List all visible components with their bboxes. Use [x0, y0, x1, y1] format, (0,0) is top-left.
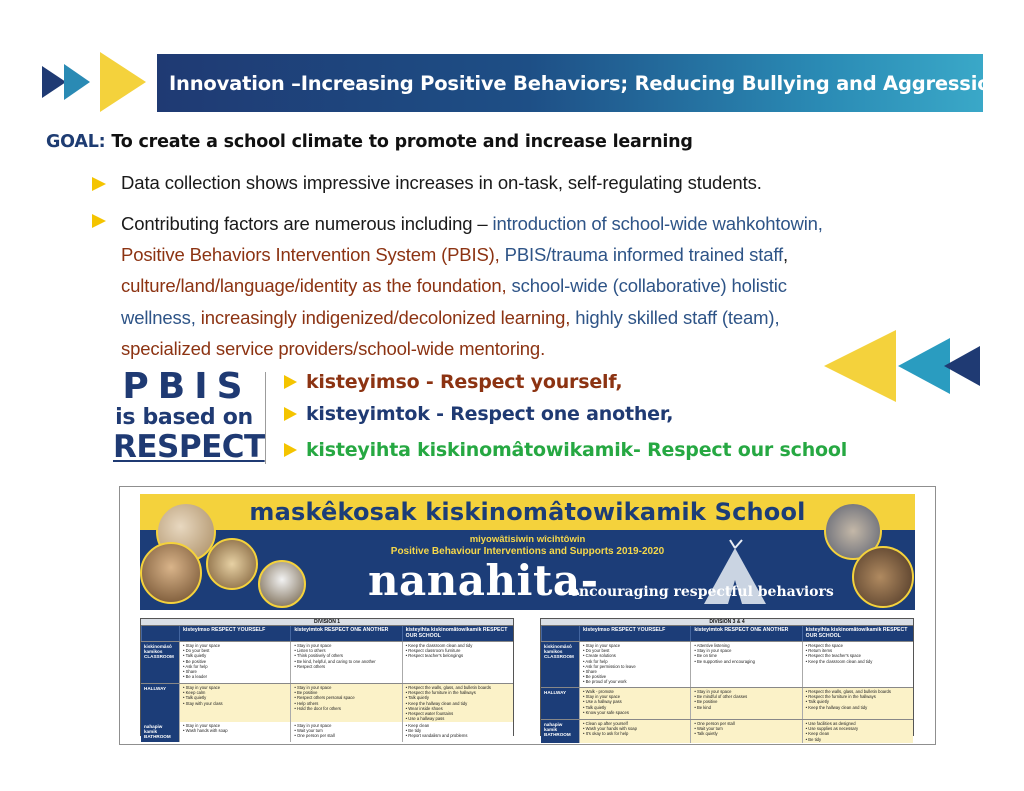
list-item: • Wash your hands with soap	[583, 726, 687, 731]
list-item: • Respect others	[294, 664, 398, 669]
list-cell	[402, 684, 513, 722]
row-label: kiskinomâsô kamikos CLASSROOM	[141, 642, 179, 683]
header-cell: kisteyimtok RESPECT ONE ANOTHER	[690, 626, 801, 641]
list-item: • Stay in your space	[583, 643, 687, 648]
list-item: • Respect others personal space	[294, 695, 398, 700]
factor-skilled-staff: highly skilled staff (team),	[570, 306, 780, 328]
list-item: • Use supplies as necessary	[806, 726, 910, 731]
list-item: • Ask for permission to leave	[583, 664, 687, 669]
title-banner	[157, 54, 1005, 112]
list-cell	[579, 688, 690, 719]
page-title: Innovation –Increasing Positive Behaviors; Reducing Bullying and Aggression	[169, 71, 1005, 95]
list-item: • Stay in your space	[183, 723, 287, 728]
list-item: • Keep the hallway clean and tidy	[406, 701, 510, 706]
list-item: • Respect teacher's belongings	[406, 653, 510, 658]
list-item: • Ask for help	[583, 659, 687, 664]
list-item: • Talk quietly	[183, 695, 287, 700]
list-item: • Attentive listening	[694, 643, 798, 648]
list-item: • Use facilities as designed	[806, 721, 910, 726]
list-cell	[179, 642, 290, 683]
list-item: • Be kind, helpful, and caring to one another	[294, 659, 398, 664]
list-item: • Talk quietly	[406, 695, 510, 700]
list-item: • Clean up after yourself	[583, 721, 687, 726]
list-cell	[690, 720, 801, 743]
list-item: • Wear inside shoes	[406, 706, 510, 711]
list-item: • Be proud of your work	[583, 679, 687, 684]
table-row	[541, 641, 913, 687]
list-item: • Keep calm	[183, 690, 287, 695]
list-cell	[290, 642, 401, 683]
list-item: • Be positive	[583, 674, 687, 679]
list-cell	[402, 642, 513, 683]
goal-text: To create a school climate to promote and increase learning	[105, 132, 693, 152]
table-header	[541, 626, 913, 641]
list-cell	[179, 684, 290, 722]
list-item: • Respect the furniture in the hallways	[806, 694, 910, 699]
list-item: • Stay with your class	[183, 701, 287, 706]
list-item: • Do your best	[183, 648, 287, 653]
list-item: • It's okay to ask for help	[583, 731, 687, 736]
arrow-icon	[284, 406, 298, 422]
poster-nanahita: nanahita-	[368, 556, 599, 605]
list-cell	[690, 642, 801, 687]
list-item: • Be on time	[694, 653, 798, 658]
header-cell: kisteyimso RESPECT YOURSELF	[179, 626, 290, 641]
list-item: • Keep the hallway clean and tidy	[806, 705, 910, 710]
table-row	[541, 687, 913, 719]
list-item: • Wash hands with soap	[183, 728, 287, 733]
list-item: • Be supportive and encouraging	[694, 659, 798, 664]
list-item: • Be positive	[294, 690, 398, 695]
list-cell	[802, 688, 913, 719]
table-division-1	[140, 618, 514, 740]
list-item: • Think positively of others	[294, 653, 398, 658]
row-label: kiskinomâsô kamikos CLASSROOM	[541, 642, 579, 687]
pbis-line2: is based on	[115, 405, 253, 430]
list-item: • Use a hallway pass	[406, 716, 510, 721]
list-cell	[579, 720, 690, 743]
pbis-logo	[113, 366, 265, 465]
respect-one-another-text: kisteyimtok - Respect one another,	[306, 403, 674, 425]
list-item: • Respect the teacher's space	[806, 653, 910, 658]
list-item: • Keep clean	[406, 723, 510, 728]
bullet-data-collection: Data collection shows impressive increases in on-task, self-regulating students.	[121, 172, 762, 193]
table-division-label: DIVISION 1	[141, 619, 513, 626]
bullet-arrow-icon	[92, 176, 107, 192]
factor-comma: ,	[783, 244, 789, 266]
pbis-poster	[119, 486, 936, 745]
list-item: • Share	[583, 669, 687, 674]
factor-indigenized: increasingly indigenized/decolonized learning,	[195, 306, 571, 328]
list-item: • Be mindful of other classes	[694, 694, 798, 699]
row-label: nahapiw kamik BATHROOM	[541, 720, 579, 743]
list-item: • Respect water fountains	[406, 711, 510, 716]
list-item: • Respect classroom furniture	[406, 648, 510, 653]
header-arrows-right	[822, 330, 982, 402]
list-item: • Respect the space	[806, 643, 910, 648]
list-item: • Be positive	[694, 699, 798, 704]
list-item: • Keep the classroom clean and tidy	[806, 659, 910, 664]
factors-intro: Contributing factors are numerous including –	[121, 213, 493, 234]
list-item: • Be positive	[183, 659, 287, 664]
list-item: • Be tidy	[806, 737, 910, 742]
list-cell	[690, 688, 801, 719]
goal-line	[46, 132, 693, 152]
list-item: • Be tidy	[406, 728, 510, 733]
factor-wellness: wellness,	[121, 306, 196, 328]
list-item: • Hold the door for others	[294, 706, 398, 711]
list-item: • Talk quietly	[183, 653, 287, 658]
list-item: • Be kind	[694, 705, 798, 710]
header-cell: kisteyihta kiskinomâtowikamik RESPECT OUR SCHOOL	[802, 626, 913, 641]
photo-eagle	[258, 560, 306, 608]
list-item: • Ask for help	[183, 664, 287, 669]
list-cell	[290, 722, 401, 742]
list-item: • Respect the furniture in the hallways	[406, 690, 510, 695]
list-cell	[290, 684, 401, 722]
factor-culture: culture/land/language/identity as the foundation,	[121, 275, 507, 297]
table-row	[541, 719, 913, 742]
respect-our-school-text: kisteyihta kiskinomâtowikamik- Respect our school	[306, 439, 848, 461]
table-row	[141, 683, 513, 721]
poster-header	[140, 494, 915, 610]
list-item: • Stay in your space	[294, 643, 398, 648]
list-item: • Stay in your space	[694, 689, 798, 694]
header-cell: kisteyimtok RESPECT ONE ANOTHER	[290, 626, 401, 641]
list-item: • Keep the classroom clean and tidy	[406, 643, 510, 648]
divider	[265, 372, 266, 464]
table-division-3-4	[540, 618, 914, 742]
row-label: HALLWAY	[141, 684, 179, 722]
table-division-label: DIVISION 3 & 4	[541, 619, 913, 626]
table-header	[141, 626, 513, 641]
list-item: • Create solutions	[583, 653, 687, 658]
list-item: • Return items	[806, 648, 910, 653]
factor-mentoring: specialized service providers/school-wide mentoring.	[121, 337, 546, 359]
list-item: • Stay in your space	[294, 685, 398, 690]
header-arrows-left	[42, 52, 154, 112]
list-cell	[802, 720, 913, 743]
list-item: • Stay in your space	[183, 643, 287, 648]
list-item: • Wait your turn	[294, 728, 398, 733]
list-item: • Wait your turn	[694, 726, 798, 731]
poster-title: maskêkosak kiskinomâtowikamik School	[249, 498, 806, 526]
header-cell: kisteyimso RESPECT YOURSELF	[579, 626, 690, 641]
list-item: • Share	[183, 669, 287, 674]
list-item: • Report vandalism and problems	[406, 733, 510, 738]
table-row	[141, 641, 513, 683]
list-cell	[179, 722, 290, 742]
arrow-icon	[284, 374, 298, 390]
list-item: • Do your best	[583, 648, 687, 653]
header-cell: kisteyihta kiskinomâtowikamik RESPECT OUR SCHOOL	[402, 626, 513, 641]
list-cell	[802, 642, 913, 687]
list-item: • Stay in your space	[694, 648, 798, 653]
list-item: • Respect the walls, glass, and bulletin boards	[806, 689, 910, 694]
factor-wahkohtowin: introduction of school-wide wahkohtowin,	[492, 213, 823, 234]
arrow-icon	[284, 442, 298, 458]
poster-subtitle-pbis: Positive Behaviour Interventions and Supports 2019-2020	[390, 546, 665, 557]
goal-label: GOAL:	[46, 132, 106, 152]
list-item: • Keep clean	[806, 731, 910, 736]
list-item: • Help others	[294, 701, 398, 706]
list-item: • Know your safe spaces	[583, 710, 687, 715]
list-item: • Talk quietly	[806, 699, 910, 704]
poster-tagline: encouraging respectful behaviors	[570, 584, 834, 600]
pbis-line3: RESPECT	[113, 429, 265, 465]
poster-subtitle-cree: miyowâtisiwin wîcihtôwin	[469, 534, 586, 545]
respect-yourself	[284, 371, 622, 393]
list-cell	[402, 722, 513, 742]
list-cell	[579, 642, 690, 687]
list-item: • Use a hallway pass	[583, 699, 687, 704]
list-item: • Walk - promote	[583, 689, 687, 694]
list-item: • One person per stall	[694, 721, 798, 726]
row-label: nahapiw kamik BATHROOM	[141, 722, 179, 742]
factor-holistic: school-wide (collaborative) holistic	[506, 275, 787, 297]
factor-pbis: Positive Behaviors Intervention System (PBIS),	[121, 244, 500, 266]
pbis-line1: PBIS	[122, 366, 252, 407]
header-cell	[141, 626, 179, 641]
factor-trained-staff: PBIS/trauma informed trained staff	[499, 244, 784, 266]
list-item: • Stay in your space	[183, 685, 287, 690]
list-item: • One person per stall	[294, 733, 398, 738]
respect-our-school	[284, 439, 847, 461]
list-item: • Listen to others	[294, 648, 398, 653]
respect-yourself-text: kisteyimso - Respect yourself,	[306, 371, 623, 393]
bullet-arrow-icon	[92, 213, 107, 229]
list-item: • Respect the walls, glass, and bulletin boards	[406, 685, 510, 690]
list-item: • Stay in your space	[294, 723, 398, 728]
list-item: • Stay in your space	[583, 694, 687, 699]
respect-one-another	[284, 403, 673, 425]
list-item: • Talk quietly	[694, 731, 798, 736]
list-item: • Be a leader	[183, 674, 287, 679]
list-item: • Talk quietly	[583, 705, 687, 710]
header-cell	[541, 626, 579, 641]
row-label: HALLWAY	[541, 688, 579, 719]
table-row	[141, 721, 513, 740]
